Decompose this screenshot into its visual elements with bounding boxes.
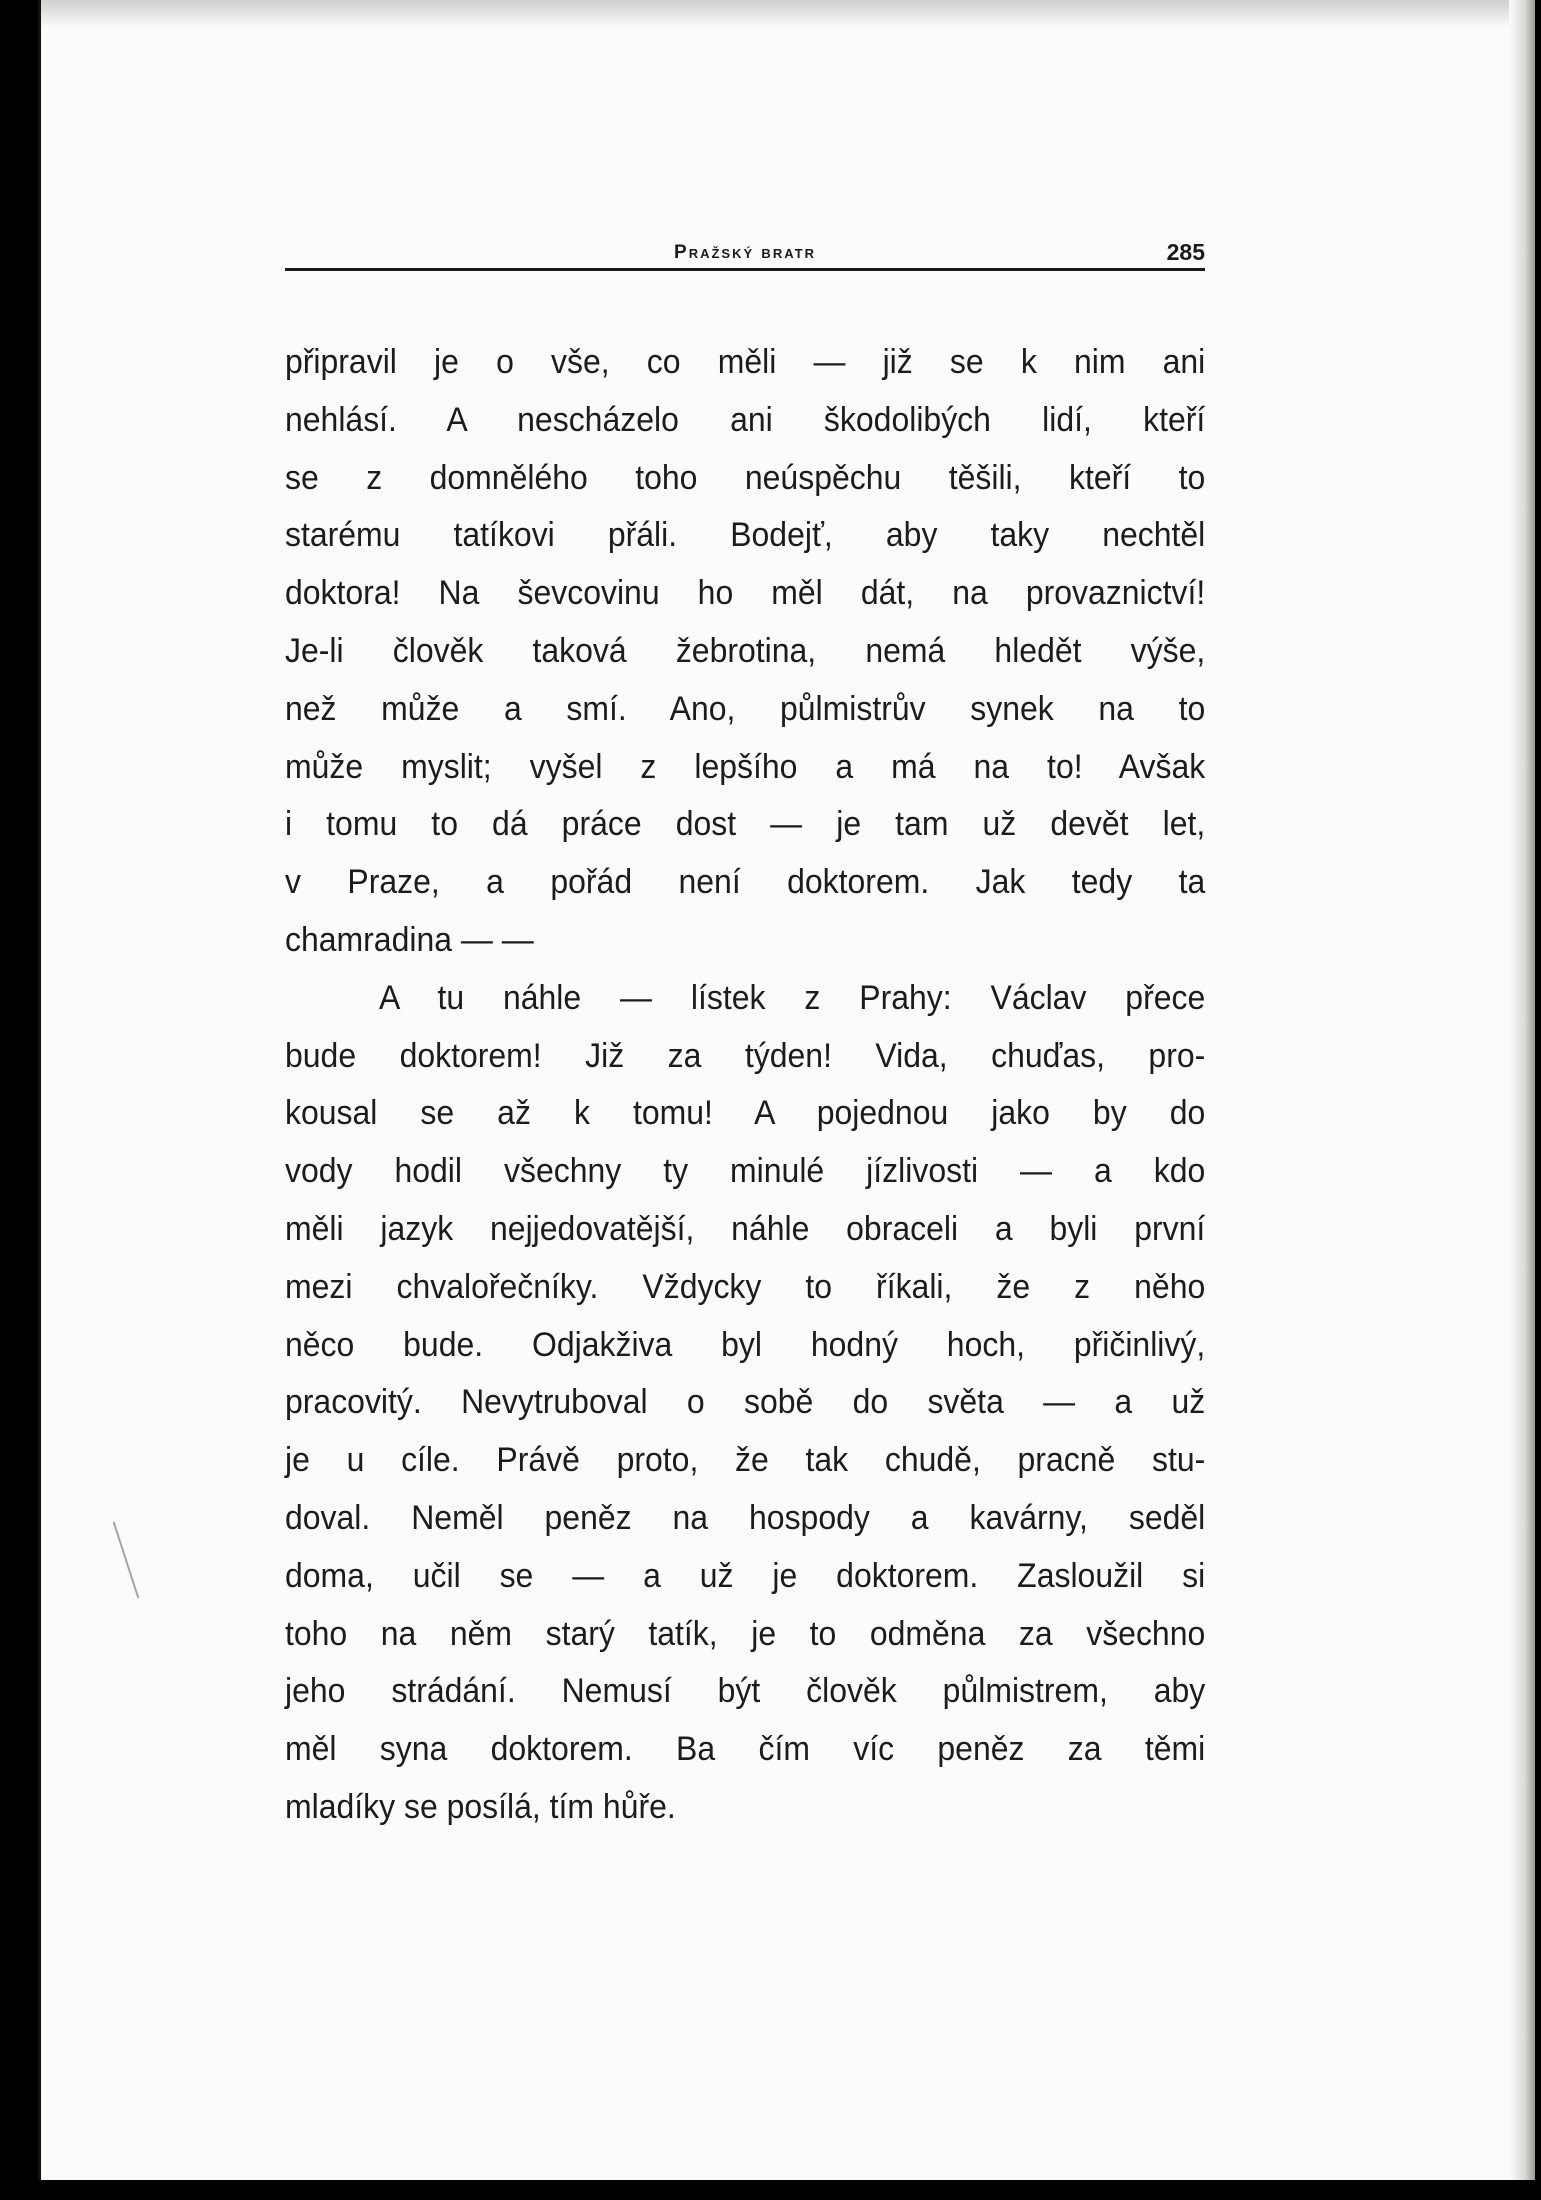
- scan-shadow-top: [41, 0, 1535, 28]
- text-line: připravil je o vše, co měli — již se k nim ani: [285, 343, 1206, 381]
- text-line: se z domnělého toho neúspěchu těšili, kteří to: [285, 458, 1206, 497]
- text-line: i tomu to dá práce dost — je tam už devět let,: [285, 805, 1206, 844]
- text-line: pracovitý. Nevytruboval o sobě do světa — a už: [285, 1383, 1206, 1422]
- text-line: mladíky se posílá, tím hůře.: [285, 1787, 676, 1826]
- text-line: toho na něm starý tatík, je to odměna za všechno: [285, 1614, 1206, 1653]
- text-line: mezi chvalořečníky. Vždycky to říkali, že z něho: [285, 1267, 1206, 1306]
- text-line: bude doktorem! Již za týden! Vida, chuďas, pro-: [285, 1036, 1206, 1075]
- text-line: nehlásí. A nescházelo ani škodolibých lidí, kteří: [285, 400, 1206, 439]
- text-line: doktora! Na ševcovinu ho měl dát, na provaznictví!: [285, 574, 1206, 613]
- text-line: měli jazyk nejjedovatější, náhle obraceli a byli první: [285, 1209, 1206, 1248]
- text-line: chamradina — —: [285, 920, 534, 959]
- scan-shadow-edge: [1509, 0, 1535, 2180]
- text-line: měl syna doktorem. Ba čím víc peněz za těmi: [285, 1730, 1206, 1769]
- text-line: doma, učil se — a už je doktorem. Zasloužil si: [285, 1556, 1206, 1595]
- text-line: v Praze, a pořád není doktorem. Jak tedy ta: [285, 863, 1206, 902]
- page-header: [285, 239, 1205, 271]
- text-line: doval. Neměl peněz na hospody a kavárny, seděl: [285, 1498, 1206, 1537]
- text-line: jeho strádání. Nemusí být člověk půlmistrem, aby: [285, 1672, 1206, 1711]
- body-text: [285, 334, 1205, 1837]
- text-line: kousal se až k tomu! A pojednou jako by do: [285, 1094, 1206, 1133]
- page-number: 285: [1166, 239, 1205, 265]
- running-title: Pražský bratr: [674, 242, 816, 263]
- text-line: vody hodil všechny ty minulé jízlivosti — a kdo: [285, 1152, 1206, 1191]
- text-line: starému tatíkovi přáli. Bodejť, aby taky nechtěl: [285, 516, 1206, 555]
- text-line: je u cíle. Právě proto, že tak chudě, pracně stu-: [285, 1441, 1206, 1480]
- text-line: než může a smí. Ano, půlmistrův synek na to: [285, 689, 1206, 728]
- scan-scratch-mark: [113, 1522, 140, 1599]
- text-line: může myslit; vyšel z lepšího a má na to! Avšak: [285, 747, 1206, 786]
- text-line: Je-li člověk taková žebrotina, nemá hledět výše,: [285, 631, 1206, 670]
- paragraph-first-line: A tu náhle — lístek z Prahy: Václav přece: [379, 978, 1206, 1017]
- text-line: něco bude. Odjakživa byl hodný hoch, přičinlivý,: [285, 1325, 1206, 1364]
